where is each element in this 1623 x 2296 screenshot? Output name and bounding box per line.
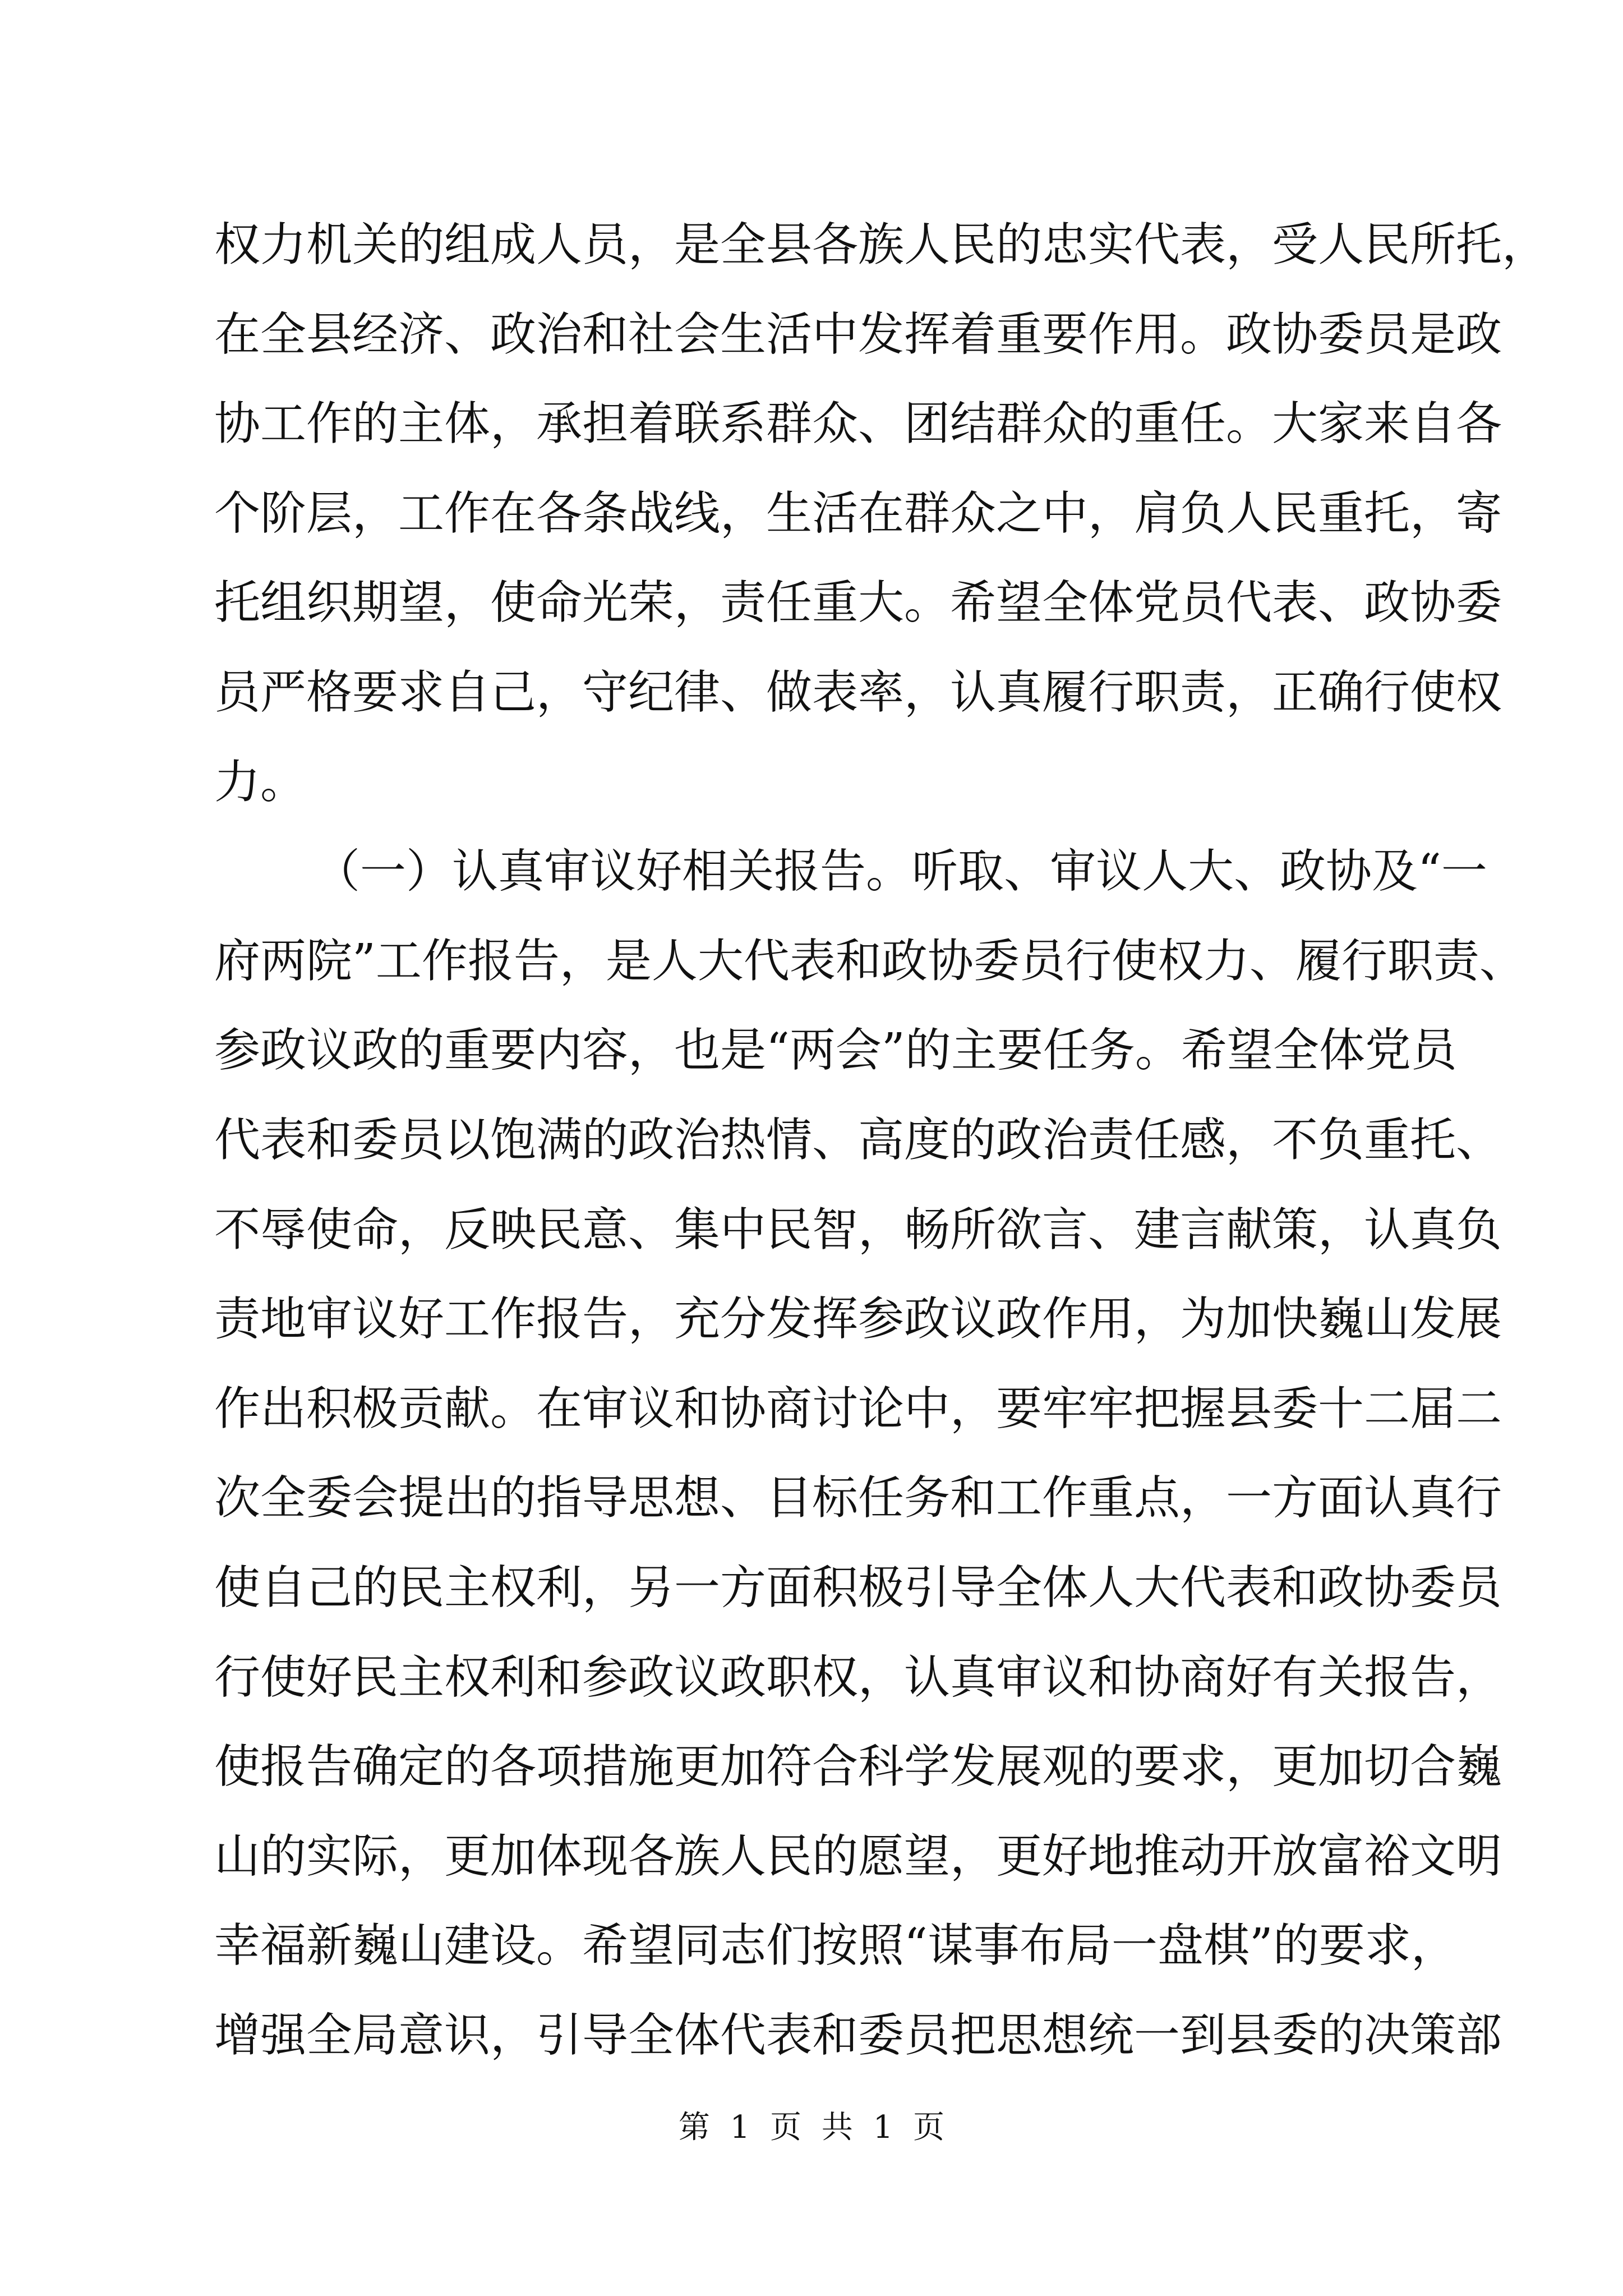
text-line: 山的实际，更加体现各族人民的愿望，更好地推动开放富裕文明 (214, 1830, 1502, 1883)
text-line: 代表和委员以饱满的政治热情、高度的政治责任感，不负重托、 (214, 1114, 1502, 1167)
text-line: 参政议政的重要内容，也是“两会”的主要任务。希望全体党员 (214, 1024, 1457, 1077)
text-line: 增强全局意识，引导全体代表和委员把思想统一到县委的决策部 (214, 2009, 1502, 2062)
text-line: 府两院”工作报告，是人大代表和政协委员行使权力、履行职责、 (214, 935, 1525, 988)
text-line: 作出积极贡献。在审议和协商讨论中，要牢牢把握县委十二届二 (214, 1382, 1502, 1435)
text-line: 责地审议好工作报告，充分发挥参政议政作用，为加快巍山发展 (214, 1292, 1502, 1346)
text-line: 协工作的主体，承担着联系群众、团结群众的重任。大家来自各 (214, 397, 1502, 450)
page-number-footer: 第 1 页 共 1 页 (678, 2109, 945, 2146)
text-line: 力。 (214, 756, 307, 809)
text-line: 幸福新巍山建设。希望同志们按照“谋事布局一盘棋”的要求， (214, 1919, 1457, 1972)
text-line: 托组织期望，使命光荣，责任重大。希望全体党员代表、政协委 (214, 576, 1502, 629)
section-heading-line: （一）认真审议好相关报告。听取、审议人大、政协及“一 (314, 845, 1487, 898)
text-line: 使自己的民主权利，另一方面积极引导全体人大代表和政协委员 (214, 1561, 1502, 1614)
text-line: 员严格要求自己，守纪律、做表率，认真履行职责，正确行使权 (214, 666, 1502, 719)
text-line: 个阶层，工作在各条战线，生活在群众之中，肩负人民重托，寄 (214, 487, 1502, 540)
text-line: 行使好民主权利和参政议政职权，认真审议和协商好有关报告， (214, 1651, 1502, 1704)
text-line: 在全县经济、政治和社会生活中发挥着重要作用。政协委员是政 (214, 308, 1502, 361)
text-line: 权力机关的组成人员，是全县各族人民的忠实代表，受人民所托， (214, 218, 1548, 272)
text-line: 不辱使命，反映民意、集中民智，畅所欲言、建言献策，认真负 (214, 1203, 1502, 1257)
text-line: 次全委会提出的指导思想、目标任务和工作重点，一方面认真行 (214, 1471, 1502, 1525)
text-line: 使报告确定的各项措施更加符合科学发展观的要求，更加切合巍 (214, 1740, 1502, 1793)
